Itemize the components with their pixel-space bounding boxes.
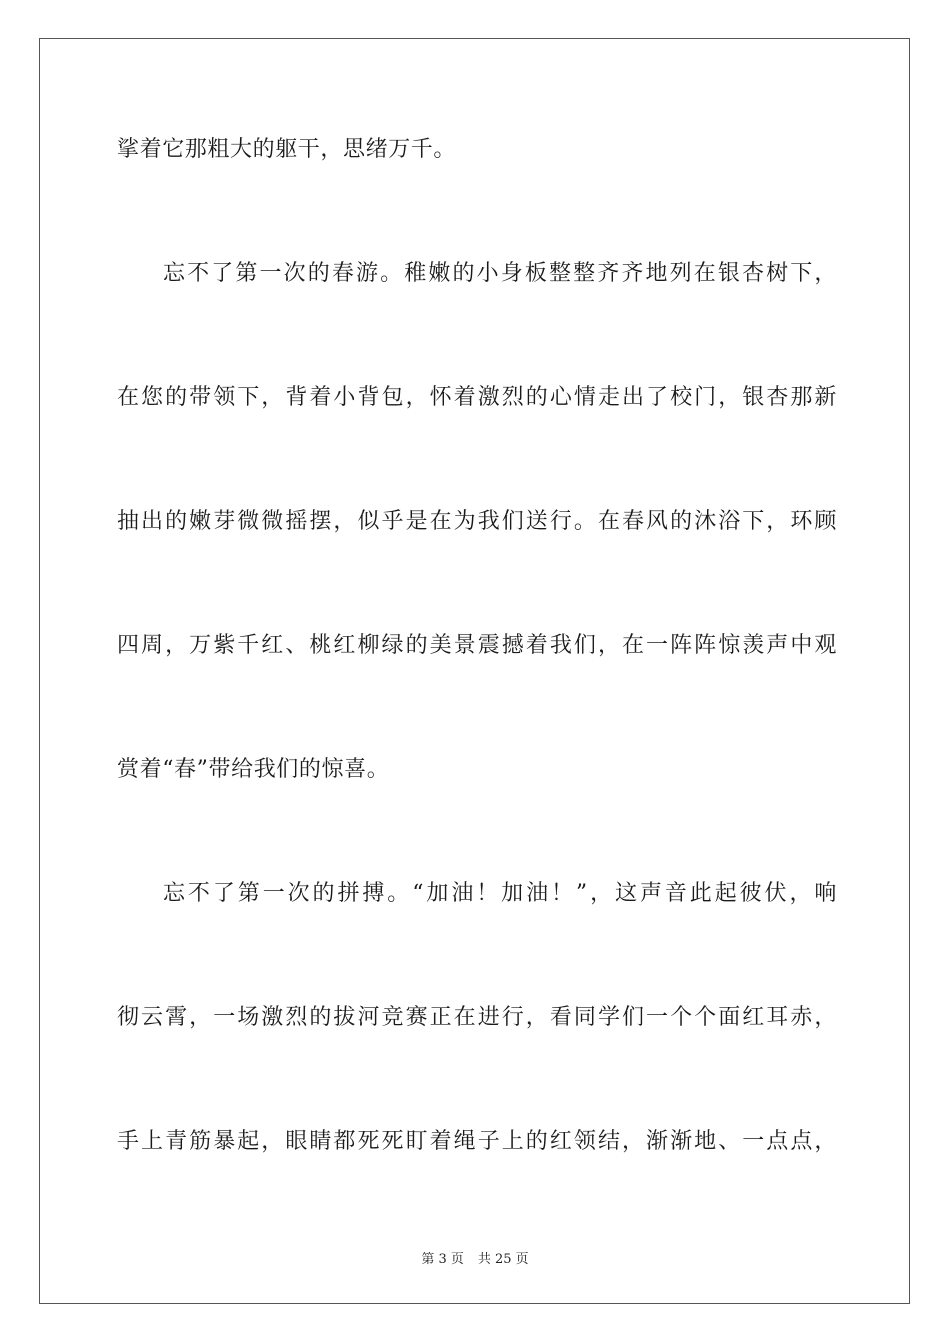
paragraph-line-8: 彻云霄，一场激烈的拔河竞赛正在进行，看同学们一个个面红耳赤， xyxy=(117,1005,837,1030)
paragraph-line-6: 赏着“春”带给我们的惊喜。 xyxy=(117,757,390,782)
page-border xyxy=(39,38,910,1304)
paragraph-line-1: 挲着它那粗大的躯干，思绪万千。 xyxy=(117,137,457,162)
page-number: 第 3 页 xyxy=(421,1252,464,1267)
paragraph-line-7: 忘不了第一次的拼搏。“加油！加油！”，这声音此起彼伏，响 xyxy=(163,881,837,906)
paragraph-line-3: 在您的带领下，背着小背包，怀着激烈的心情走出了校门，银杏那新 xyxy=(117,385,837,410)
page-total: 共 25 页 xyxy=(477,1252,529,1267)
paragraph-line-5: 四周，万紫千红、桃红柳绿的美景震撼着我们，在一阵阵惊羡声中观 xyxy=(117,633,837,658)
page-footer xyxy=(0,1248,950,1267)
paragraph-line-2: 忘不了第一次的春游。稚嫩的小身板整整齐齐地列在银杏树下， xyxy=(163,261,837,286)
paragraph-line-9: 手上青筋暴起，眼睛都死死盯着绳子上的红领结，渐渐地、一点点， xyxy=(117,1129,837,1154)
paragraph-line-4: 抽出的嫩芽微微摇摆，似乎是在为我们送行。在春风的沐浴下，环顾 xyxy=(117,509,837,534)
